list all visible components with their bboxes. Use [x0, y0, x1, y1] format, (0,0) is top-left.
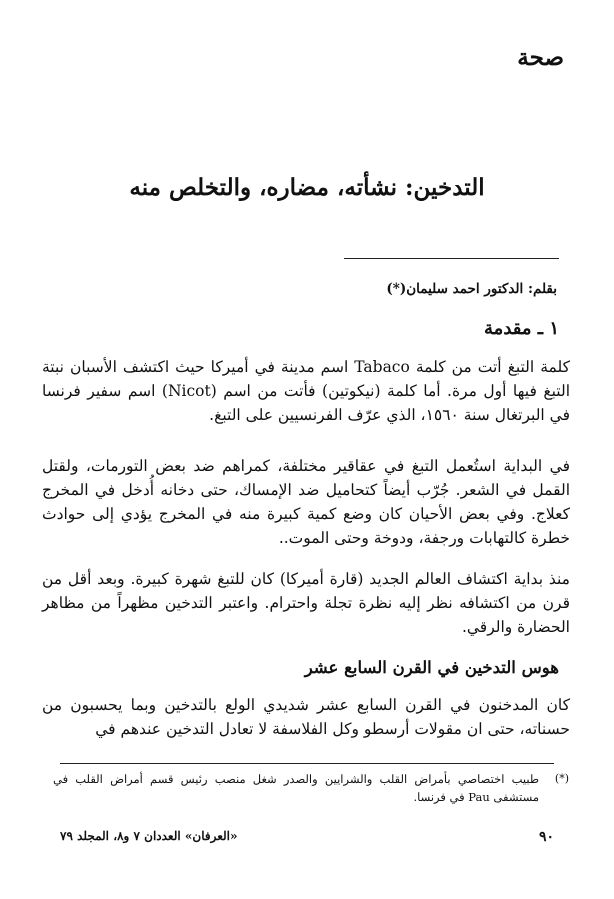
footnote-divider [60, 763, 554, 764]
article-title: التدخين: نشأته، مضاره، والتخلص منه [129, 174, 485, 201]
paragraph-4: كان المدخنون في القرن السابع عشر شديدي الولع بالتدخين وبما يحسبون من حسناته، حتى ان مقولات أرسطو وكل الفلاسفة لا تعادل التدخين عندهم في [42, 696, 570, 738]
paragraph-1: كلمة التبغ أتت من كلمة Tabaco اسم مدينة في أميركا حيث اكتشف الأسبان نبتة التبغ فيها أول مرة. أما كلمة (نيكوتين) فأتت من اسم (Nicot) اسم سفير فرنسا في البرتغال سنة ١٥٦٠، الذي عرّف الفرنسيين على التبغ. [42, 358, 570, 424]
section-subheading: هوس التدخين في القرن السابع عشر [304, 658, 559, 677]
intro-heading: ١ ـ مقدمة [484, 318, 559, 339]
page-number: ٩٠ [538, 829, 554, 845]
footnote-text: طبيب اختصاصي بأمراض القلب والشرايين والصدر شغل منصب رئيس قسم أمراض القلب في مستشفى Pau في فرنسا. [53, 772, 539, 804]
footnote-mark: (*) [554, 772, 569, 785]
paragraph-2: في البداية استُعمل التبغ في عقاقير مختلفة، كمراهم ضد بعض التورمات، ولقتل القمل في الشعر. جُرّب أيضاً كتحاميل ضد الإمساك، حتى دخانه أُدخل في المخرج كعلاج. وفي بعض الأحيان كان وضع كمية كبيرة منه في المخرج يؤدي إلى حوادث خطرة كالتهابات ورجفة، ودوخة وحتى الموت.. [42, 457, 570, 547]
paragraph-3: منذ بداية اكتشاف العالم الجديد (قارة أميركا) كان للتبغ شهرة كبيرة. وبعد أقل من قرن من اكتشافه نظر إليه نظرة تجلة واحترام. واعتبر التدخين مظهراً من مظاهر الحضارة والرقي. [42, 570, 570, 636]
author-byline: بقلم: الدكتور احمد سليمان(*) [386, 281, 557, 297]
title-divider [344, 258, 559, 259]
section-label: صحة [517, 44, 564, 71]
journal-citation: «العرفان» العددان ٧ و٨، المجلد ٧٩ [60, 829, 238, 843]
